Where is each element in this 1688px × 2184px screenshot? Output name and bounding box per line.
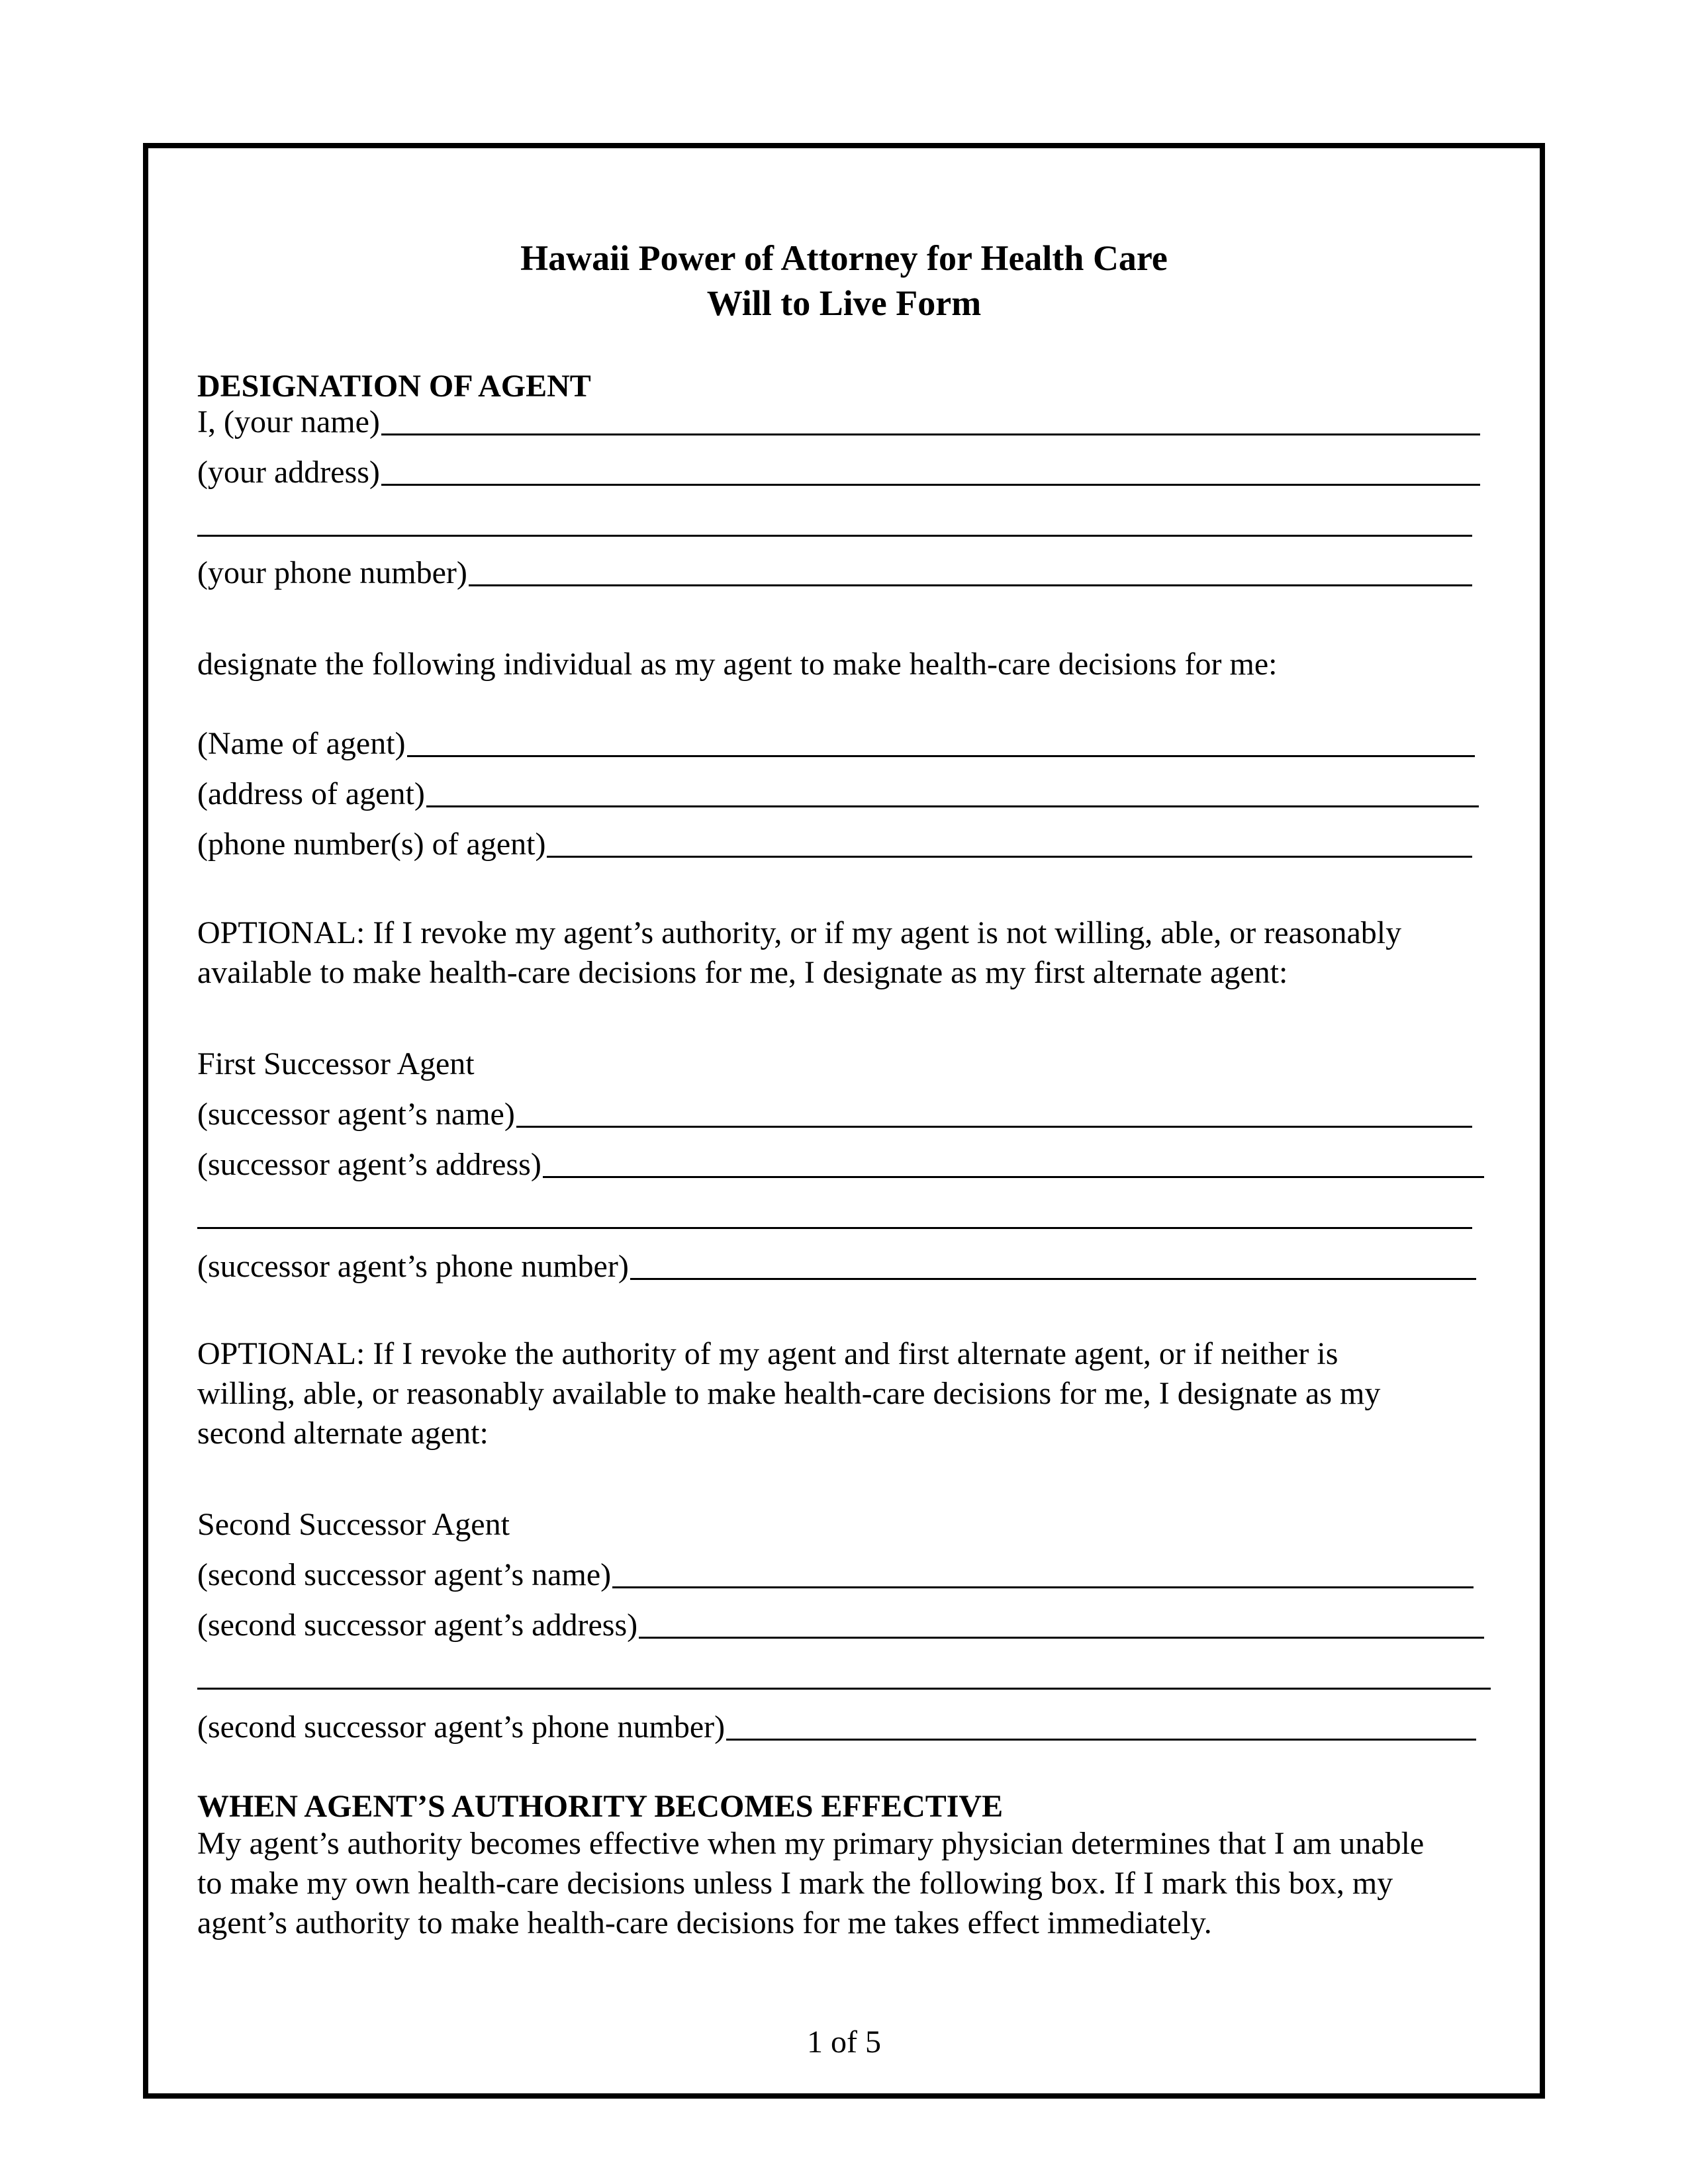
- effective-line-1: My agent’s authority becomes effective when my primary physician determines that I am unable: [197, 1826, 1425, 1861]
- effective-line-2: to make my own health-care decisions unless I mark the following box. If I mark this box, my: [197, 1866, 1393, 1901]
- first-optional-line-2: available to make health-care decisions for me, I designate as my first alternate agent:: [197, 955, 1288, 990]
- page-number: 1 of 5: [807, 2025, 881, 2060]
- second-optional-line-1: OPTIONAL: If I revoke the authority of my agent and first alternate agent, or if neither is: [197, 1336, 1338, 1371]
- first-successor-name-field[interactable]: [197, 1095, 1472, 1134]
- first-successor-heading: First Successor Agent: [197, 1046, 475, 1081]
- first-successor-phone-field[interactable]: [197, 1247, 1476, 1287]
- second-optional-line-3: second alternate agent:: [197, 1416, 489, 1451]
- agent-name-line[interactable]: [407, 755, 1475, 757]
- agent-phone-line[interactable]: [547, 856, 1472, 858]
- designation-heading: DESIGNATION OF AGENT: [197, 369, 591, 404]
- agent-address-field[interactable]: [197, 774, 1479, 814]
- second-alternate-optional-text: [197, 1334, 1488, 1453]
- your-address-line-2[interactable]: [197, 535, 1472, 537]
- agent-phone-field[interactable]: [197, 825, 1472, 864]
- second-successor-name-field[interactable]: [197, 1555, 1474, 1595]
- second-optional-line-2: willing, able, or reasonably available to make health-care decisions for me, I designate as my: [197, 1376, 1381, 1411]
- first-alternate-optional-text: [197, 913, 1488, 993]
- second-successor-phone-field[interactable]: [197, 1707, 1476, 1747]
- first-successor-address-line[interactable]: [543, 1176, 1484, 1178]
- first-successor-phone-label: (successor agent’s phone number): [197, 1249, 629, 1284]
- agent-address-line[interactable]: [426, 805, 1479, 807]
- your-address-field[interactable]: [197, 453, 1480, 492]
- first-successor-address-field[interactable]: [197, 1145, 1484, 1185]
- first-successor-address-line-2[interactable]: [197, 1227, 1472, 1229]
- your-address-label: (your address): [197, 455, 380, 490]
- first-successor-name-label: (successor agent’s name): [197, 1097, 515, 1132]
- your-phone-field[interactable]: [197, 553, 1472, 593]
- first-successor-address-label: (successor agent’s address): [197, 1147, 541, 1182]
- effective-heading: WHEN AGENT’S AUTHORITY BECOMES EFFECTIVE: [197, 1789, 1004, 1824]
- your-phone-line[interactable]: [469, 584, 1472, 586]
- form-subtitle: Will to Live Form: [706, 283, 982, 323]
- second-successor-phone-label: (second successor agent’s phone number): [197, 1709, 726, 1745]
- your-name-line[interactable]: [381, 433, 1480, 435]
- agent-name-label: (Name of agent): [197, 726, 406, 761]
- second-successor-phone-line[interactable]: [726, 1739, 1476, 1741]
- your-name-field[interactable]: [197, 402, 1480, 442]
- second-successor-name-label: (second successor agent’s name): [197, 1557, 612, 1592]
- your-name-label: I, (your name): [197, 404, 380, 439]
- your-phone-label: (your phone number): [197, 555, 467, 590]
- first-successor-phone-line[interactable]: [630, 1278, 1476, 1280]
- second-successor-address-field[interactable]: [197, 1606, 1484, 1645]
- second-successor-address-line[interactable]: [639, 1637, 1484, 1639]
- effective-line-3: agent’s authority to make health-care decisions for me takes effect immediately.: [197, 1905, 1212, 1940]
- agent-phone-label: (phone number(s) of agent): [197, 827, 546, 862]
- second-successor-heading: Second Successor Agent: [197, 1507, 510, 1542]
- second-successor-address-label: (second successor agent’s address): [197, 1608, 638, 1643]
- your-address-line[interactable]: [381, 484, 1480, 486]
- designate-text: designate the following individual as my agent to make health-care decisions for me:: [197, 647, 1278, 682]
- first-optional-line-1: OPTIONAL: If I revoke my agent’s authority, or if my agent is not willing, able, or reasonably: [197, 915, 1402, 950]
- form-title: Hawaii Power of Attorney for Health Care: [520, 238, 1168, 278]
- second-successor-name-line[interactable]: [612, 1586, 1474, 1588]
- effective-text: [197, 1824, 1488, 1943]
- agent-name-field[interactable]: [197, 724, 1475, 764]
- second-successor-address-line-2[interactable]: [197, 1688, 1491, 1690]
- agent-address-label: (address of agent): [197, 776, 425, 811]
- first-successor-name-line[interactable]: [516, 1126, 1472, 1128]
